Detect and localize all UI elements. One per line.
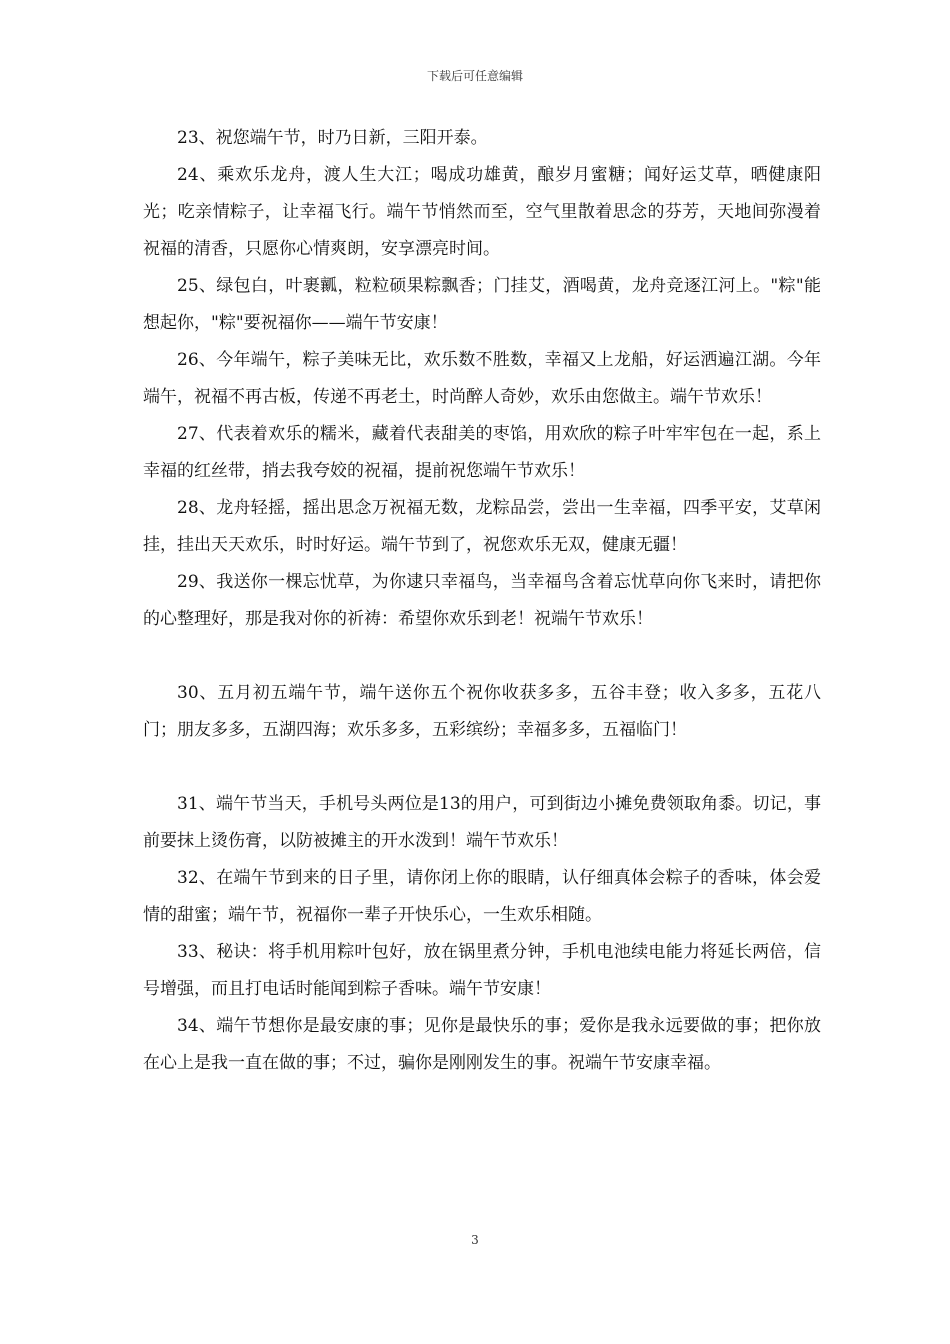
document-body: [143, 120, 821, 1082]
paragraph-32: 32、在端午节到来的日子里，请你闭上你的眼睛，认仔细真体会粽子的香味，体会爱情的甜蜜；端午节，祝福你一辈子开快乐心，一生欢乐相随。: [143, 868, 821, 925]
paragraph-33: 33、秘诀：将手机用粽叶包好，放在锅里煮分钟，手机电池续电能力将延长两倍，信号增强，而且打电话时能闻到粽子香味。端午节安康！: [143, 942, 821, 999]
paragraph-34: 34、端午节想你是最安康的事；见你是最快乐的事；爱你是我永远要做的事；把你放在心上是我一直在做的事；不过，骗你是刚刚发生的事。祝端午节安康幸福。: [143, 1016, 821, 1073]
paragraph-29: 29、我送你一棵忘忧草，为你逮只幸福鸟，当幸福鸟含着忘忧草向你飞来时，请把你的心整理好，那是我对你的祈祷：希望你欢乐到老！祝端午节欢乐！: [143, 572, 821, 629]
paragraph-28: 28、龙舟轻摇，摇出思念万祝福无数，龙粽品尝，尝出一生幸福，四季平安，艾草闲挂，挂出天天欢乐，时时好运。端午节到了，祝您欢乐无双，健康无疆！: [143, 498, 821, 555]
paragraph-24: 24、乘欢乐龙舟，渡人生大江；喝成功雄黄，酿岁月蜜糖；闻好运艾草，晒健康阳光；吃亲情粽子，让幸福飞行。端午节悄然而至，空气里散着思念的芬芳，天地间弥漫着祝福的清香，只愿你心情爽朗，安享漂亮时间。: [143, 165, 821, 259]
page-number: 3: [471, 1233, 479, 1247]
paragraph-30: 30、五月初五端午节，端午送你五个祝你收获多多，五谷丰登；收入多多，五花八门；朋友多多，五湖四海；欢乐多多，五彩缤纷；幸福多多，五福临门！: [143, 683, 821, 740]
paragraph-23: 23、祝您端午节，时乃日新，三阳开泰。: [177, 128, 488, 148]
paragraph-27: 27、代表着欢乐的糯米，藏着代表甜美的枣馅，用欢欣的粽子叶牢牢包在一起，系上幸福的红丝带，捎去我夸姣的祝福，提前祝您端午节欢乐！: [143, 424, 821, 481]
paragraph-25: 25、绿包白，叶裹瓤，粒粒硕果粽飘香；门挂艾，酒喝黄，龙舟竞逐江河上。"粽"能想起你，"粽"要祝福你——端午节安康！: [143, 276, 821, 333]
paragraph-31: 31、端午节当天，手机号头两位是13的用户，可到街边小摊免费领取角黍。切记，事前要抹上烫伤膏，以防被摊主的开水泼到！端午节欢乐！: [143, 794, 821, 851]
page-header: 下载后可任意编辑: [426, 69, 523, 83]
paragraph-26: 26、今年端午，粽子美味无比，欢乐数不胜数，幸福又上龙船，好运洒遍江湖。今年端午，祝福不再古板，传递不再老土，时尚醉人奇妙，欢乐由您做主。端午节欢乐！: [143, 350, 821, 407]
